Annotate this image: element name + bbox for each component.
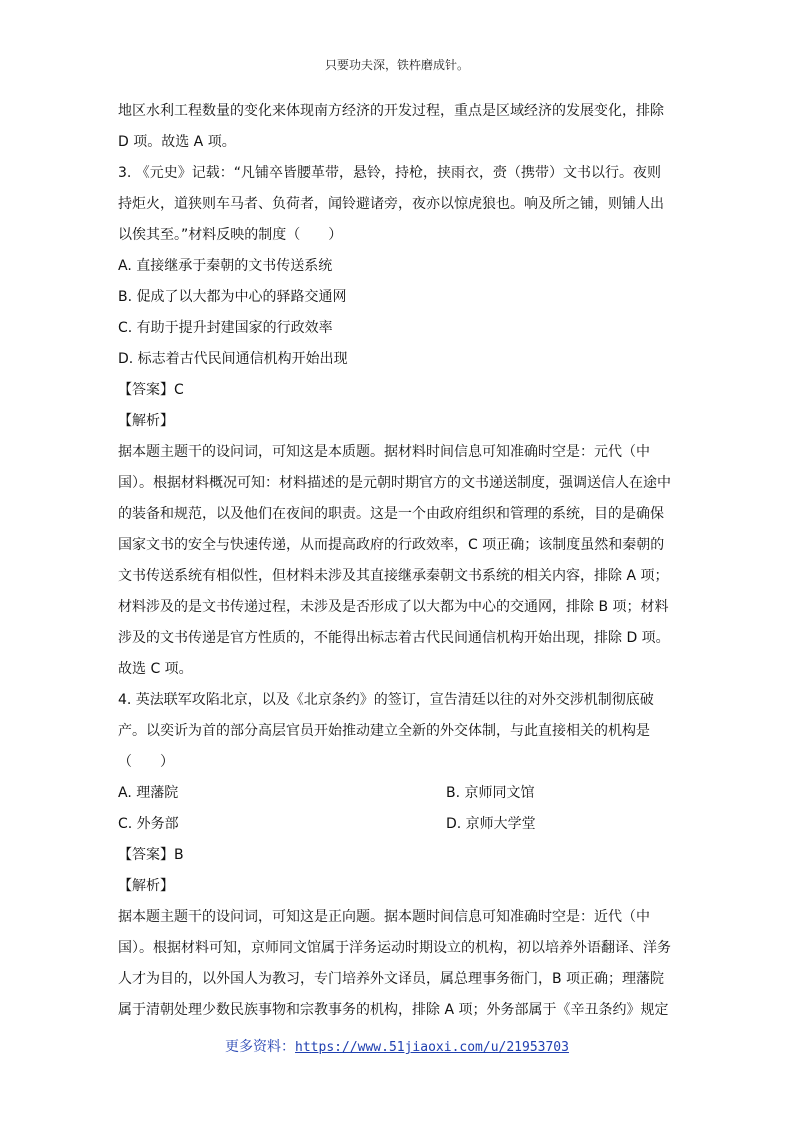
- q3-analysis-line-3: 的装备和规范，以及他们在夜间的职责。这是一个由政府组织和管理的系统，目的是确保: [118, 506, 664, 522]
- q4-option-a: A. 理藩院: [118, 785, 179, 801]
- q3-stem-line-2: 持炬火，道狭则车马者、负荷者，闻铃避诸旁，夜亦以惊虎狼也。响及所之铺，则铺人出: [118, 196, 664, 212]
- q4-analysis-line-4: 属于清朝处理少数民族事物和宗教事务的机构，排除 A 项；外务部属于《辛丑条约》规定: [118, 1002, 669, 1018]
- q3-answer: 【答案】C: [118, 382, 184, 398]
- q3-analysis-line-6: 材料涉及的是文书传递过程，未涉及是否形成了以大都为中心的交通网，排除 B 项；材料: [118, 599, 669, 615]
- page-footer: [0, 1036, 794, 1056]
- q3-option-c: C. 有助于提升封建国家的行政效率: [118, 320, 333, 336]
- q3-stem-line-3: 以俟其至。”材料反映的制度（ ）: [118, 227, 343, 243]
- q3-analysis-line-8: 故选 C 项。: [118, 661, 193, 677]
- q4-option-b: B. 京师同文馆: [446, 785, 535, 801]
- footer-label: 更多资料：: [225, 1039, 296, 1055]
- q4-answer: 【答案】B: [118, 847, 184, 863]
- q4-option-c: C. 外务部: [118, 816, 179, 832]
- q4-options-row-1: [118, 778, 678, 809]
- q3-analysis-line-4: 国家文书的安全与快速传递，从而提高政府的行政效率，C 项正确；该制度虽然和秦朝的: [118, 537, 665, 553]
- q2-tail-line-2: D 项。故选 A 项。: [118, 134, 236, 150]
- footer-link[interactable]: https://www.51jiaoxi.com/u/21953703: [295, 1040, 569, 1055]
- q3-analysis-line-7: 涉及的文书传递是官方性质的，不能得出标志着古代民间通信机构开始出现，排除 D 项。: [118, 630, 670, 646]
- page-header-motto: 只要功夫深，铁杵磨成针。: [324, 58, 469, 72]
- q3-analysis-label: 【解析】: [118, 413, 174, 429]
- q4-analysis-line-2: 国）。根据材料可知，京师同文馆属于洋务运动时期设立的机构，初以培养外语翻译、洋务: [118, 940, 671, 956]
- q4-analysis-line-3: 人才为目的，以外国人为教习，专门培养外文译员，属总理事务衙门，B 项正确；理藩院: [118, 971, 665, 987]
- q4-stem-line-2: 产。以奕䜣为首的部分高层官员开始推动建立全新的外交体制，与此直接相关的机构是: [118, 723, 650, 739]
- q4-analysis-label: 【解析】: [118, 878, 174, 894]
- q4-stem-line-3: （ ）: [118, 754, 174, 770]
- q4-analysis-line-1: 据本题主题干的设问词，可知这是正向题。据本题时间信息可知准确时空是：近代（中: [118, 909, 650, 925]
- q3-option-a: A. 直接继承于秦朝的文书传送系统: [118, 258, 333, 274]
- q3-analysis-line-2: 国）。根据材料概况可知：材料描述的是元朝时期官方的文书递送制度，强调送信人在途中: [118, 475, 671, 491]
- q4-options-row-2: [118, 809, 678, 840]
- q3-option-b: B. 促成了以大都为中心的驿路交通网: [118, 289, 347, 305]
- document-body: [118, 96, 678, 1026]
- q3-option-d: D. 标志着古代民间通信机构开始出现: [118, 351, 348, 367]
- q4-stem-line-1: 4. 英法联军攻陷北京，以及《北京条约》的签订，宣告清廷以往的对外交涉机制彻底破: [118, 692, 654, 708]
- q3-stem-line-1: 3. 《元史》记载：“凡铺卒皆腰革带，悬铃，持枪，挟雨衣，赍（携带）文书以行。夜则: [118, 165, 662, 181]
- q3-analysis-line-5: 文书传送系统有相似性，但材料未涉及其直接继承秦朝文书系统的相关内容，排除 A 项；: [118, 568, 669, 584]
- q4-option-d: D. 京师大学堂: [446, 816, 536, 832]
- q3-analysis-line-1: 据本题主题干的设问词，可知这是本质题。据材料时间信息可知准确时空是：元代（中: [118, 444, 650, 460]
- q2-tail-line-1: 地区水利工程数量的变化来体现南方经济的开发过程，重点是区域经济的发展变化，排除: [118, 103, 664, 119]
